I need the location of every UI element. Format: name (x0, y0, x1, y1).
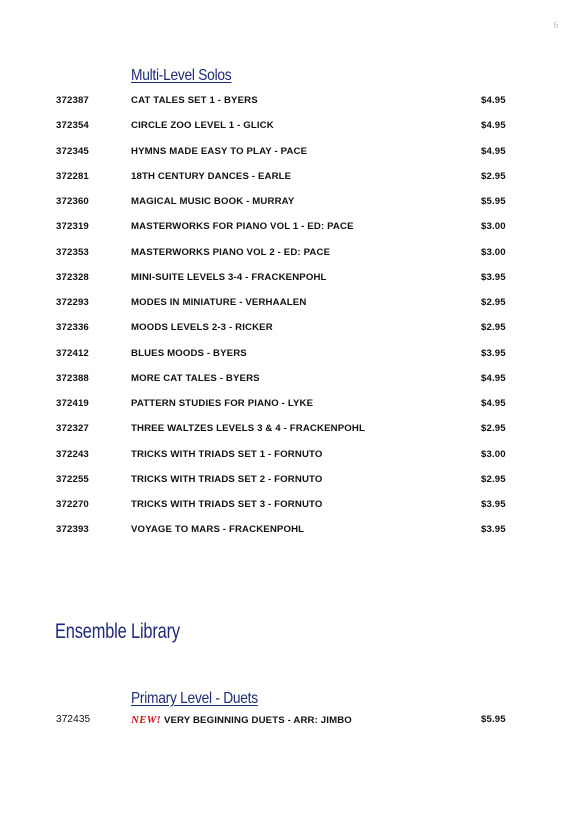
catalog-row (0, 422, 580, 436)
item-price: $3.00 (481, 221, 506, 233)
item-price: $3.95 (481, 347, 506, 359)
catalog-row (0, 523, 580, 537)
catalog-row (0, 271, 580, 285)
primary-level-duets-heading: Primary Level - Duets (131, 690, 258, 707)
item-title: BLUES MOODS - BYERS (131, 347, 247, 359)
item-price: $5.95 (481, 196, 506, 207)
item-title: TRICKS WITH TRIADS SET 2 - FORNUTO (131, 473, 323, 485)
item-code: 372360 (56, 196, 89, 207)
catalog-row (0, 397, 580, 411)
item-code: 372328 (56, 271, 89, 283)
ensemble-library-heading: Ensemble Library (55, 620, 180, 643)
item-code: 372388 (56, 372, 89, 384)
item-price: $3.95 (481, 499, 506, 510)
item-code: 372393 (56, 524, 89, 536)
item-code: 372353 (56, 246, 89, 258)
item-code: 372293 (56, 297, 89, 308)
item-price: $2.95 (481, 473, 506, 485)
item-code: 372354 (56, 120, 89, 132)
catalog-row (0, 195, 580, 209)
catalog-row (0, 321, 580, 335)
catalog-row (0, 246, 580, 260)
item-title: CIRCLE ZOO LEVEL 1 - GLICK (131, 120, 274, 132)
item-code: 372281 (56, 170, 89, 182)
item-code: 372243 (56, 448, 89, 460)
item-title: TRICKS WITH TRIADS SET 1 - FORNUTO (131, 448, 323, 460)
catalog-row (0, 220, 580, 234)
item-price: $3.95 (481, 271, 506, 283)
item-price: $3.00 (481, 246, 506, 258)
item-price: $2.95 (481, 423, 506, 435)
item-title: MINI-SUITE LEVELS 3-4 - FRACKENPOHL (131, 271, 327, 283)
item-code: 372327 (56, 423, 89, 435)
catalog-row (0, 347, 580, 361)
catalog-row (0, 372, 580, 386)
item-title: MOODS LEVELS 2-3 - RICKER (131, 322, 273, 334)
catalog-row (0, 473, 580, 487)
item-price: $3.95 (481, 524, 506, 536)
item-code: 372270 (56, 499, 89, 510)
catalog-row (0, 296, 580, 310)
catalog-row (0, 498, 580, 512)
catalog-row (0, 94, 580, 108)
item-title-text: VERY BEGINNING DUETS - ARR: JIMBO (163, 715, 352, 726)
item-price: $4.95 (481, 145, 506, 157)
item-title: MAGICAL MUSIC BOOK - MURRAY (131, 196, 295, 207)
item-title: 18TH CENTURY DANCES - EARLE (131, 170, 292, 182)
item-title: MASTERWORKS FOR PIANO VOL 1 - ED: PACE (131, 221, 354, 233)
item-price: $5.95 (481, 714, 506, 725)
catalog-row (0, 713, 580, 727)
item-title (131, 713, 352, 728)
item-title: THREE WALTZES LEVELS 3 & 4 - FRACKENPOHL (131, 423, 365, 435)
item-title: VOYAGE TO MARS - FRACKENPOHL (131, 524, 305, 536)
item-title: HYMNS MADE EASY TO PLAY - PACE (131, 145, 308, 157)
item-title: PATTERN STUDIES FOR PIANO - LYKE (131, 398, 314, 409)
item-title: TRICKS WITH TRIADS SET 3 - FORNUTO (131, 499, 323, 510)
catalog-row (0, 119, 580, 133)
catalog-row (0, 170, 580, 184)
multi-level-solos-heading: Multi-Level Solos (131, 67, 232, 84)
item-code: 372345 (56, 145, 89, 157)
item-title: MORE CAT TALES - BYERS (131, 372, 260, 384)
item-code: 372255 (56, 473, 89, 485)
item-price: $3.00 (481, 448, 506, 460)
item-code: 372435 (56, 714, 91, 725)
item-code: 372336 (56, 322, 89, 334)
catalog-row (0, 448, 580, 462)
item-price: $4.95 (481, 372, 506, 384)
item-price: $2.95 (481, 322, 506, 334)
item-title: MODES IN MINIATURE - VERHAALEN (131, 297, 307, 308)
item-title: CAT TALES SET 1 - BYERS (131, 95, 258, 106)
item-price: $4.95 (481, 95, 506, 106)
item-code: 372319 (56, 221, 89, 233)
item-code: 372419 (56, 398, 89, 409)
item-price: $2.95 (481, 297, 506, 308)
item-code: 372412 (56, 347, 89, 359)
new-badge: NEW! (131, 714, 161, 726)
catalog-row (0, 145, 580, 159)
item-code: 372387 (56, 95, 89, 106)
item-title: MASTERWORKS PIANO VOL 2 - ED: PACE (131, 246, 331, 258)
item-price: $4.95 (481, 120, 506, 132)
item-price: $4.95 (481, 398, 506, 409)
item-price: $2.95 (481, 170, 506, 182)
page-number: 6 (553, 20, 558, 30)
